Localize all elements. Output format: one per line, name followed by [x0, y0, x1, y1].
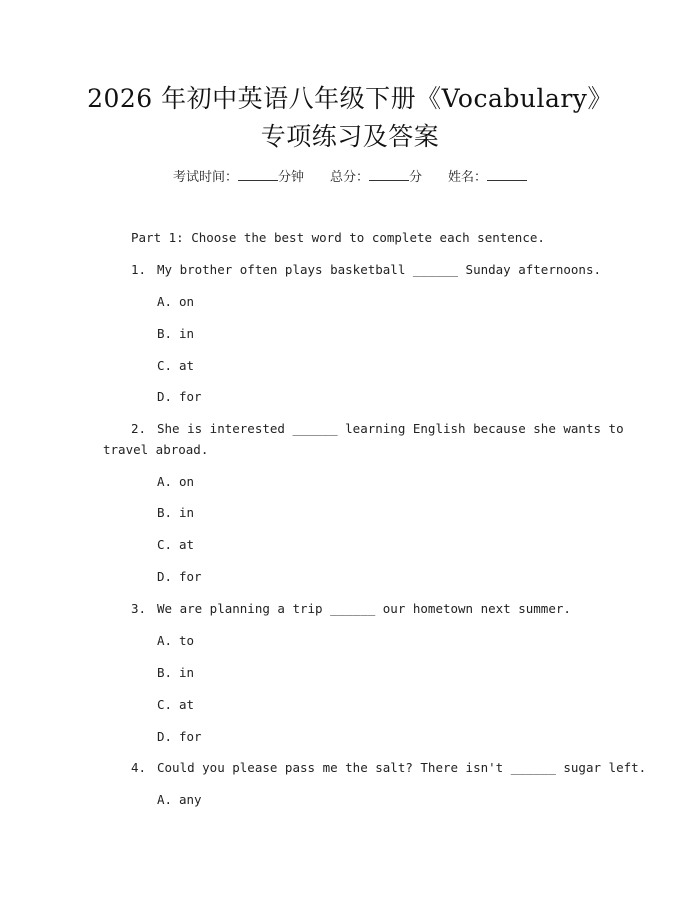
question-4-text: Could you please pass me the salt? There isn't ______ sugar left.: [157, 760, 647, 775]
exam-time-unit: 分钟: [277, 170, 304, 185]
part-heading: Part 1: Choose the best word to complete each sentence.: [131, 230, 545, 245]
question-4-option-a: A. any: [157, 792, 202, 807]
question-2-option-d: D. for: [157, 569, 202, 584]
exam-name-label: 姓名：: [448, 170, 488, 185]
exam-time-label: 考试时间：: [172, 170, 238, 185]
question-2-option-b: B. in: [157, 505, 195, 520]
question-2-option-c: C. at: [157, 537, 195, 552]
exam-info-row: [0, 168, 700, 187]
exam-name-blank: [487, 168, 527, 181]
exam-score-label: 总分：: [329, 170, 369, 185]
question-3-option-a: A. to: [157, 633, 195, 648]
question-2-number: 2.: [131, 421, 147, 436]
question-1-text: My brother often plays basketball ______ Sunday afternoons.: [157, 262, 602, 277]
question-2-option-a: A. on: [157, 474, 195, 489]
document-title-line1: 2026 年初中英语八年级下册《Vocabulary》: [87, 84, 613, 113]
exam-score-unit: 分: [409, 170, 423, 185]
question-3-option-d: D. for: [157, 729, 202, 744]
question-3-option-b: B. in: [157, 665, 195, 680]
question-1-option-d: D. for: [157, 389, 202, 404]
question-3-text: We are planning a trip ______ our hometown next summer.: [157, 601, 571, 616]
question-2-text-line2: travel abroad.: [103, 442, 209, 457]
question-3-number: 3.: [131, 601, 147, 616]
exam-time-blank: [238, 168, 278, 181]
exam-score-blank: [369, 168, 409, 181]
question-1-option-b: B. in: [157, 326, 195, 341]
question-1-option-c: C. at: [157, 358, 195, 373]
document-title-line2: 专项练习及答案: [260, 122, 440, 151]
question-2-text-line1: She is interested ______ learning English because she wants to: [157, 421, 624, 436]
question-1-number: 1.: [131, 262, 147, 277]
question-3-option-c: C. at: [157, 697, 195, 712]
question-1-option-a: A. on: [157, 294, 195, 309]
question-4-number: 4.: [131, 760, 147, 775]
